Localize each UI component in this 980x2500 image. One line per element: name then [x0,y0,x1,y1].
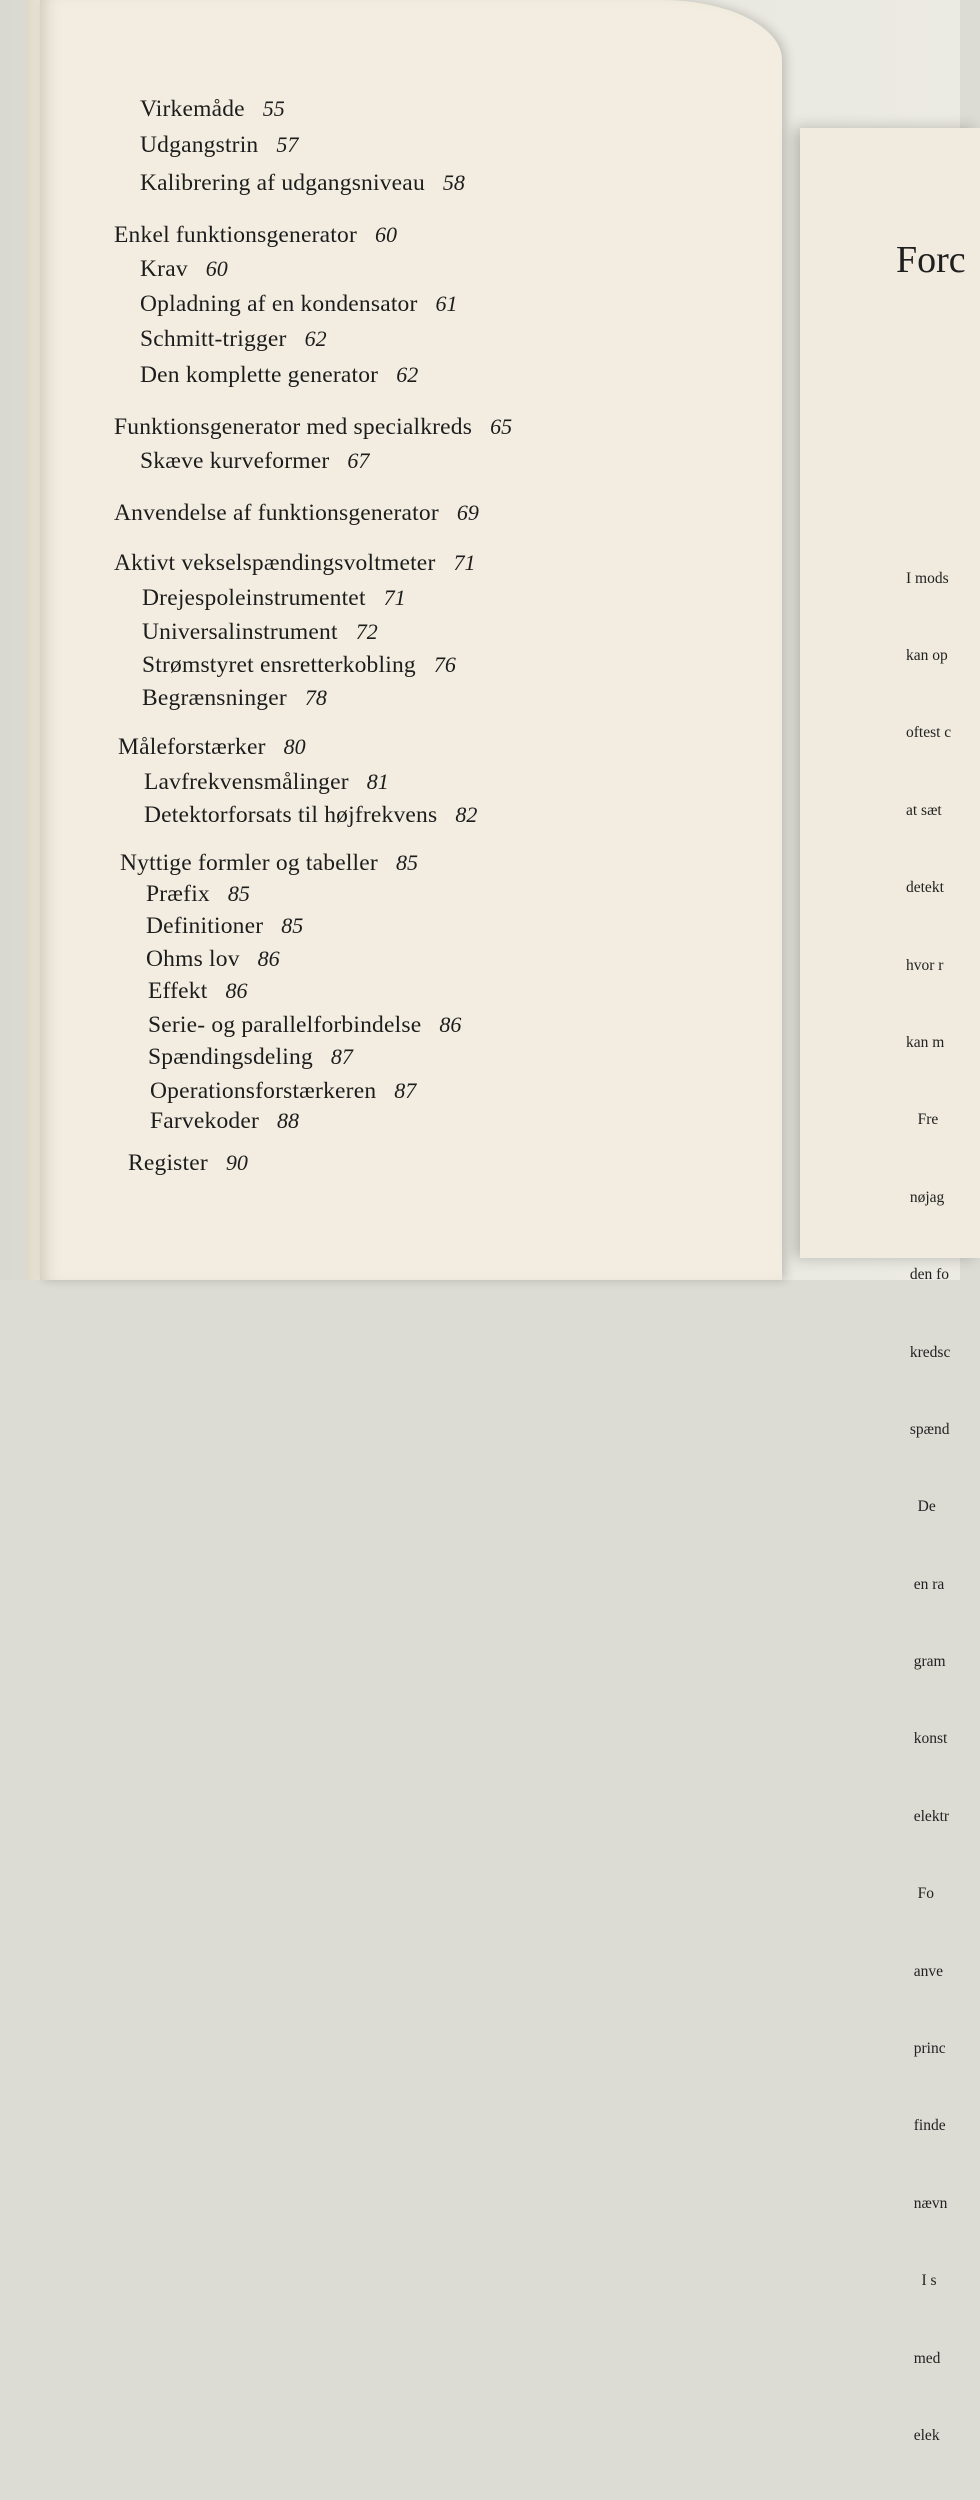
toc-label: Udgangstrin [140,132,259,158]
toc-page-number: 71 [383,585,406,610]
text-line: at sæt [906,801,942,819]
right-page-text [906,514,951,2500]
toc-page-number: 88 [277,1108,300,1133]
text-line: detekt [906,879,944,897]
toc-section [114,550,475,577]
toc-page-number: 62 [304,326,327,351]
toc-label: Kalibrering af udgangsniveau [140,170,425,196]
toc-page-number: 60 [205,256,228,281]
toc-page-number: 58 [442,170,465,195]
toc-section [128,1150,248,1177]
toc-section [120,850,418,877]
toc-label: Begrænsninger [142,685,287,711]
toc-entry [142,685,327,712]
toc-label: Schmitt-trigger [140,326,287,352]
text-line: I s [906,2272,937,2290]
text-line: elektr [906,1807,950,1825]
toc-section [114,414,512,441]
toc-label: Virkemåde [140,96,245,122]
text-line: den fo [906,1266,950,1284]
toc-page-number: 67 [347,448,370,473]
toc-entry [144,802,477,829]
toc-page-number: 72 [355,619,378,644]
toc-page-number: 85 [227,881,250,906]
toc-label: Register [128,1150,208,1176]
toc-entry [140,132,298,159]
text-line: nøjag [906,1188,945,1206]
toc-entry [146,946,280,973]
text-line: spænd [906,1420,950,1438]
toc-entry [140,291,458,318]
toc-page-number: 87 [330,1044,353,1069]
toc-page-number: 78 [304,685,327,710]
toc-entry [148,978,248,1005]
toc-page-number: 85 [395,850,418,875]
text-line: Fo [906,1885,934,1903]
toc-page-number: 60 [375,222,397,247]
toc-page-number: 87 [394,1078,417,1103]
toc-label: Enkel funktionsgenerator [114,222,357,248]
toc-page-number: 57 [276,132,299,157]
toc-page-number: 62 [396,362,419,387]
toc-entry [142,585,406,612]
toc-page-number: 90 [225,1150,248,1175]
text-line: finde [906,2117,946,2135]
toc-label: Anvendelse af funktionsgenerator [114,500,439,526]
toc-entry [140,170,465,197]
toc-section [118,734,306,761]
toc-page-number: 85 [281,913,304,938]
toc-label: Serie- og parallelforbindelse [148,1012,422,1038]
toc-label: Spændingsdeling [148,1044,313,1070]
toc-label: Krav [140,256,188,282]
toc-entry [146,881,250,908]
text-line: princ [906,2040,946,2058]
text-line: hvor r [906,956,944,974]
text-line: oftest c [906,724,952,742]
toc-entry [146,913,303,940]
toc-entry [140,326,327,353]
toc-label: Farvekoder [150,1108,260,1134]
toc-label: Operationsforstærkeren [150,1078,377,1104]
toc-page-number: 76 [433,652,456,677]
text-line: De [906,1498,936,1516]
text-line: kan op [906,646,948,664]
text-line: gram [906,1653,946,1671]
toc-label: Den komplette generator [140,362,379,388]
toc-section [114,222,397,249]
text-line: nævn [906,2194,948,2212]
toc-page-number: 61 [435,291,458,316]
text-line: konst [906,1730,948,1748]
toc-label: Universalinstrument [142,619,338,645]
text-line: Fre [906,1111,939,1129]
toc-entry [144,769,389,796]
toc-page-number: 71 [453,550,476,575]
toc-page-number: 86 [439,1012,462,1037]
right-page [800,128,980,2444]
toc-page-number: 69 [456,500,479,525]
toc-label: Præfix [146,881,210,907]
text-line: elek [906,2426,940,2444]
text-line: I mods [906,569,949,587]
text-line: kredsc [906,1343,951,1361]
toc-label: Funktionsgenerator med specialkreds [114,414,473,440]
text-line: med [906,2349,941,2367]
toc-entry [142,652,456,679]
toc-label: Ohms lov [146,946,240,972]
toc-label: Drejespoleinstrumentet [142,585,366,611]
toc-label: Definitioner [146,913,264,939]
toc-label: Detektorforsats til højfrekvens [144,802,438,828]
toc-page-number: 86 [225,978,248,1003]
toc-page-number: 86 [257,946,280,971]
toc-page-number: 55 [262,96,285,121]
text-line: anve [906,1962,944,1980]
toc-page-number: 65 [490,414,513,439]
toc-label: Effekt [148,978,208,1004]
toc-section [114,500,479,527]
toc-entry [140,448,369,475]
toc-entry [150,1108,299,1135]
toc-page-number: 81 [366,769,389,794]
toc-entry [140,362,418,389]
toc-label: Strømstyret ensretterkobling [142,652,416,678]
toc-label: Skæve kurveformer [140,448,330,474]
chapter-title: Forc [896,239,966,281]
toc-label: Opladning af en kondensator [140,291,418,317]
toc-entry [150,1078,416,1105]
toc-label: Aktivt vekselspændingsvoltmeter [114,550,436,576]
toc-label: Måleforstærker [118,734,266,760]
toc-entry [148,1012,461,1039]
toc-label: Nyttige formler og tabeller [120,850,378,876]
text-line: kan m [906,1033,945,1051]
toc-page-number: 82 [455,802,478,827]
toc-entry [140,96,285,123]
toc-label: Lavfrekvensmålinger [144,769,349,795]
text-line: en ra [906,1575,945,1593]
toc-entry [148,1044,353,1071]
toc-entry [142,619,378,646]
toc-entry [140,256,228,283]
toc-page-number: 80 [283,734,306,759]
